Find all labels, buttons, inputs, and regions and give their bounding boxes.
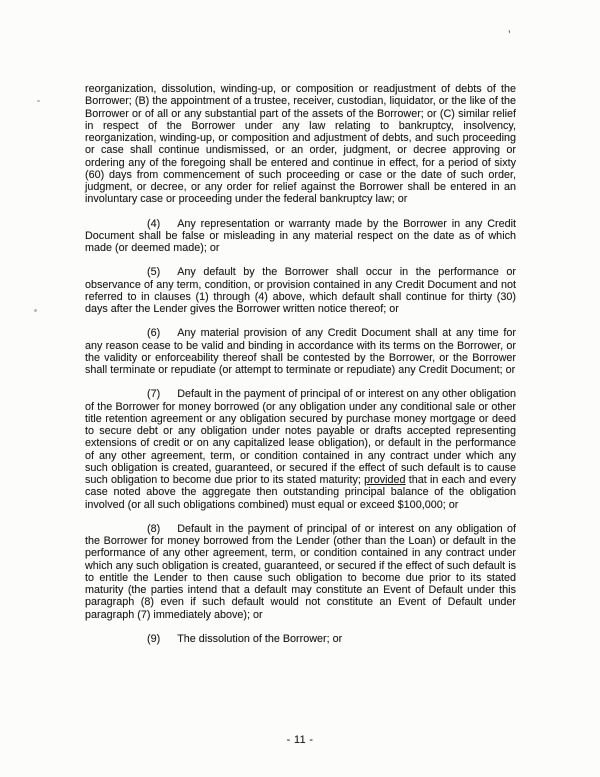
paragraph-number: (5) <box>147 266 161 279</box>
paragraph-text: Default in the payment of principal of or interest on any other obligation of the Borrower for money borrowed (or any obligation under any conditional sale or other title retention agreement or any obligation secured by purchase money mortgage or deed to secure debt or any obligation under notes payable or drafts accepted representing extensions of credit or on any capitalized lease obligation), or default in the performance of any other agreement, term, or condition contained in any contract under which any such obligation is created, guaranteed, or secured if the effect of such default is to cause such obligation to become due prior to its stated maturity; provided that in each and every case noted above the aggregate then outstanding principal balance of the obligation involved (or all such obligations combined) must equal or exceed $100,000; or <box>85 388 516 511</box>
paragraph-number: (6) <box>147 327 161 340</box>
paragraph <box>85 327 516 376</box>
paragraph-number: (7) <box>147 388 161 401</box>
paragraph-text: reorganization, dissolution, winding-up, or composition or readjustment of debts of the Borrower; (B) the appointment of a trustee, receiver, custodian, liquidator, or the like of the Borrower or of all or any substantial part of the assets of the Borrower; or (C) similar relief in respect of the Borrower under any law relating to bankruptcy, insolvency, reorganization, winding-up, or composition and adjustment of debts, and such proceeding or case shall continue undismissed, or an order, judgment, or decree approving or ordering any of the foregoing shall be entered and continue in effect, for a period of sixty (60) days from commencement of such proceeding or case or the date of such order, judgment, or decree, or any order for relief against the Borrower shall be entered in an involuntary case or proceeding under the federal bankruptcy law; or <box>85 83 516 206</box>
paragraph <box>85 83 516 206</box>
paragraph-number: (8) <box>147 522 161 535</box>
paragraph-text: Any default by the Borrower shall occur in the performance or observance of any term, condition, or provision contained in any Credit Document and not referred to in clauses (1) through (4) above, which default shall continue for thirty (30) days after the Lender gives the Borrower written notice thereof; or <box>85 266 516 315</box>
paragraph <box>85 523 516 621</box>
paragraph-text: Default in the payment of principal of or interest on any obligation of the Borrower for money borrowed from the Lender (other than the Loan) or default in the performance of any other agreement, term, or condition contained in any contract under which any such obligation is created, guaranteed, or secured if the effect of such default is to entitle the Lender to then cause such obligation to become due prior to its stated maturity (the parties intend that a default may constitute an Event of Default under this paragraph (8) even if such default would not constitute an Event of Default under paragraph (7) immediately above); or <box>85 522 516 621</box>
paragraph-text: Any representation or warranty made by the Borrower in any Credit Document shall be false or misleading in any material respect on the date as of which made (or deemed made); or <box>85 217 516 254</box>
paragraph-number: (9) <box>147 632 161 645</box>
paragraph <box>85 218 516 255</box>
paragraph <box>85 266 516 315</box>
scan-speck <box>37 100 40 102</box>
paragraph <box>85 388 516 511</box>
document-body <box>85 83 516 657</box>
scan-speck <box>34 309 37 312</box>
paragraph-number: (4) <box>147 217 161 230</box>
page-number-footer: - 11 - <box>286 734 314 746</box>
paragraph-text: The dissolution of the Borrower; or <box>177 632 343 645</box>
paragraph-text: Any material provision of any Credit Document shall at any time for any reason cease to be valid and binding in accordance with its terms on the Borrower, or the validity or enforceability thereof shall be contested by the Borrower, or the Borrower shall terminate or repudiate (or attempt to terminate or repudiate) any Credit Document; or <box>85 327 516 376</box>
paragraph <box>85 633 516 645</box>
scan-artifact-mark: ’ <box>508 28 511 42</box>
